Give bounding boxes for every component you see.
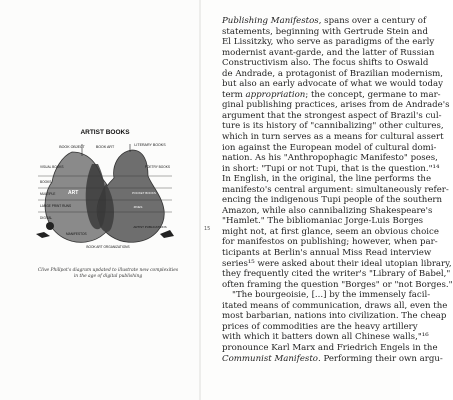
body-line-text: modernist avant-garde, and the latter of Russian xyxy=(222,47,435,58)
body-line xyxy=(222,16,427,27)
label-visual-books: VISUAL BOOKS xyxy=(40,165,64,169)
body-line-text: for manifestos on publishing; however, when par- xyxy=(222,237,438,248)
label-book-object: BOOK OBJECT xyxy=(59,145,85,149)
body-line xyxy=(222,342,438,354)
body-line xyxy=(222,258,452,270)
body-line xyxy=(222,237,438,248)
body-line xyxy=(222,153,438,164)
body-line-text: argument that the strongest aspect of Brazil's cul- xyxy=(222,110,442,121)
body-line-text: "Hamlet." The bibliomaniac Jorge-Luis Borges xyxy=(222,216,424,227)
body-line-text: might not, at first glance, seem an obvious choice xyxy=(222,226,439,237)
body-line-text: in short: "Tupi or not Tupi, that is the question."¹⁴ xyxy=(222,163,440,174)
body-line-text: . Performing their own argu- xyxy=(317,353,443,364)
body-line-text: most barbarian, nations into civilization. The cheap xyxy=(222,311,447,322)
artist-books-diagram xyxy=(32,122,178,254)
body-line-text: nation. As his "Anthropophagic Manifesto" poses, xyxy=(222,153,438,164)
body-line xyxy=(222,321,418,333)
label-large-print-runs: LARGE PRINT RUNS xyxy=(40,204,72,208)
body-line xyxy=(222,110,442,122)
diagram-svg xyxy=(32,122,178,254)
body-line xyxy=(222,205,433,217)
body-line-text: El Lissitzky, who serve as paradigms of the early xyxy=(222,37,435,48)
label-literary-books: LITERARY BOOKS xyxy=(134,143,166,147)
left-page xyxy=(0,0,199,400)
body-line-text: de Andrade, a protagonist of Brazilian modernism, xyxy=(222,68,443,79)
caption-line-2: in the age of digital publishing xyxy=(73,274,143,280)
label-multiple: MULTIPLE xyxy=(40,192,56,196)
body-line-text: "The bourgeoisie, [...] by the immensely facil- xyxy=(232,290,431,301)
body-line xyxy=(222,290,431,301)
body-line xyxy=(222,353,443,365)
body-line xyxy=(222,269,451,280)
body-line xyxy=(222,195,443,206)
body-line xyxy=(222,332,429,343)
body-line xyxy=(222,37,435,48)
label-pocket-books: POCKET BOOKS xyxy=(132,191,156,195)
label-poetry-books: POETRY BOOKS xyxy=(144,165,170,169)
body-line-text: with which it batters down all Chinese walls,"¹⁶ xyxy=(222,332,429,343)
body-line-text: pronounce Karl Marx and Friedrich Engels in the xyxy=(222,342,438,353)
label-artist-publications: ARTIST PUBLICATIONS xyxy=(133,225,167,229)
body-line xyxy=(222,79,443,90)
margin-line-number: 15 xyxy=(204,226,211,232)
body-line-text: manifesto's central argument: simultaneously refer- xyxy=(222,184,449,195)
body-line-text: which in turn serves as a means for cultural assert xyxy=(222,132,444,143)
body-line xyxy=(222,216,424,227)
body-line-text: series¹⁵ were asked about their ideal utopian library, xyxy=(222,258,452,269)
body-line-text: In English, in the original, the line performs the xyxy=(222,174,432,185)
body-line-text: Constructivism also. The focus shifts to Oswald xyxy=(222,58,429,69)
diagram-bird-right xyxy=(160,230,174,238)
body-line xyxy=(222,226,439,238)
body-line xyxy=(222,58,429,69)
body-line xyxy=(222,26,428,38)
body-line-text: encing the indigenous Tupi people of the southern xyxy=(222,195,443,206)
body-line-text: ture is its history of "cannibalizing" other cultures, xyxy=(222,121,444,132)
body-line xyxy=(222,311,447,322)
body-line-text: term xyxy=(222,89,246,100)
label-manifestos: MANIFESTOS xyxy=(66,232,87,236)
body-line xyxy=(222,300,448,312)
diagram-dot-left xyxy=(46,222,54,230)
diagram-title: ARTIST BOOKS xyxy=(80,129,130,136)
body-line-italic: Communist Manifesto xyxy=(222,353,318,364)
body-line-text: often framing the question "Borges" or "not Borges." xyxy=(222,279,453,290)
body-line xyxy=(222,47,435,59)
body-line-text: ; the concept, germane to mar- xyxy=(305,89,441,100)
body-line xyxy=(222,163,440,175)
body-line xyxy=(222,279,453,291)
body-line xyxy=(222,184,449,196)
body-line xyxy=(222,248,432,259)
label-books: BOOKS xyxy=(40,180,52,184)
body-line-text: Amazon, while also cannibalizing Shakespeare's xyxy=(222,205,433,216)
body-line-text: ginal publishing practices, arises from de Andrade's xyxy=(222,100,450,111)
body-line-text: itated means of communication, draws all, even the xyxy=(222,300,448,311)
figure-caption xyxy=(37,268,179,280)
label-digital: DIGITAL xyxy=(40,216,53,220)
label-zines: ZINES xyxy=(133,205,143,209)
body-line-text: prices of commodities are the heavy artillery xyxy=(222,321,418,332)
label-book-art-organizations: BOOK ART ORGANIZATIONS xyxy=(86,245,130,249)
body-line xyxy=(222,68,443,80)
label-art: ART xyxy=(68,190,79,196)
diagram-bird-left xyxy=(36,232,50,238)
body-line-text: ticipants at Berlin's annual Miss Read interview xyxy=(222,248,432,259)
body-text xyxy=(222,16,453,364)
caption-line-1: Clive Phillpot's diagram updated to illustrate new complexities xyxy=(37,268,179,273)
body-line xyxy=(222,121,444,132)
label-book-art: BOOK ART xyxy=(95,145,115,149)
body-line-text: , spans over a century of xyxy=(318,16,427,26)
body-line xyxy=(222,174,432,185)
body-line-text: but also an early advocate of what we would today xyxy=(222,79,443,90)
body-line xyxy=(222,89,441,101)
body-line-italic: Publishing Manifestos xyxy=(222,16,319,26)
body-line xyxy=(222,142,437,154)
body-line-text: statements, beginning with Gertrude Stein and xyxy=(222,26,428,37)
body-line-text: ion against the European model of cultural domi- xyxy=(222,142,437,153)
body-line xyxy=(222,132,444,143)
body-line xyxy=(222,100,450,111)
body-line-text: they frequently cited the writer's "Library of Babel," xyxy=(222,269,451,280)
body-line-italic: appropriation xyxy=(245,89,306,100)
